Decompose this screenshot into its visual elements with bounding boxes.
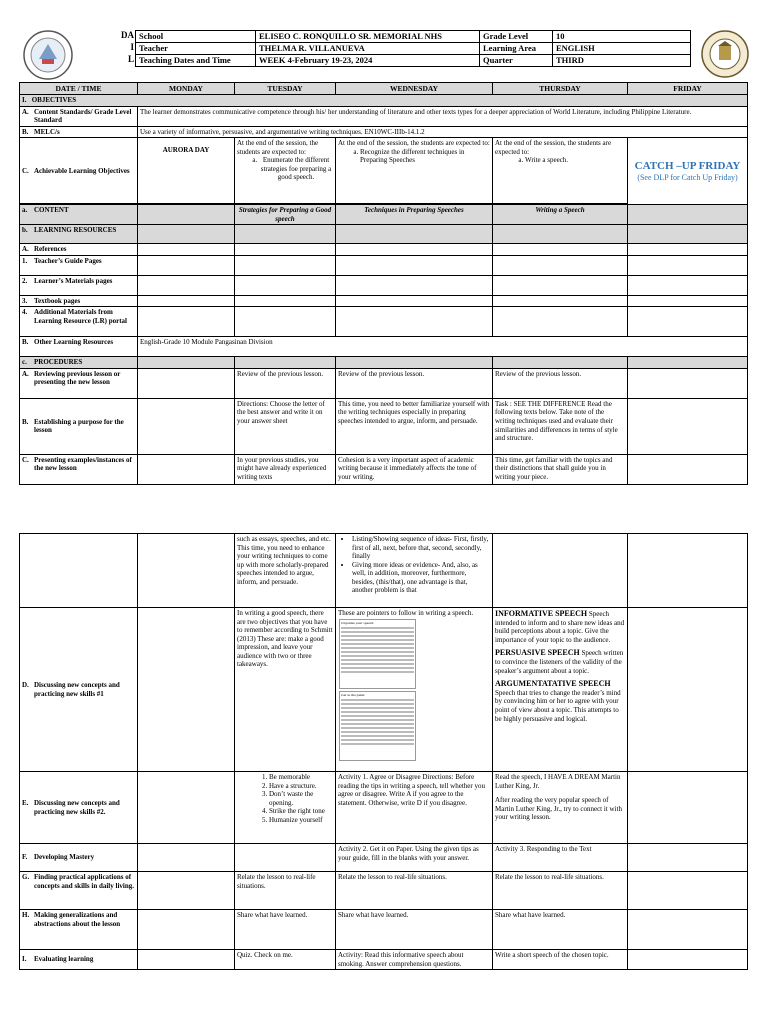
col-tuesday: TUESDAY — [235, 83, 336, 95]
speech-type-title: ARGUMENTATATIVE SPEECH — [495, 679, 611, 689]
image-title: Organize your speech — [341, 620, 374, 625]
row-other-resources — [20, 337, 748, 357]
header-value: THIRD — [553, 55, 691, 67]
tuesday-generalize: Share what have learned. — [235, 910, 336, 950]
row-label: Content Standards/ Grade Level Standard — [34, 107, 132, 125]
row-label: Reviewing previous lesson or presenting the new lesson — [34, 369, 121, 387]
objective-intro: At the end of the session, the students are expected to: — [237, 139, 319, 156]
row-label: MELC/s — [34, 127, 60, 136]
list-item: • Listing/Showing sequence of ideas- First, firstly, first of all, next, before that, second, secondly, finally — [352, 535, 490, 561]
header-fragment: DA — [121, 30, 134, 40]
catch-up-title: CATCH –UP FRIDAY — [634, 159, 741, 172]
friday-content — [628, 205, 748, 225]
speech-tips-image-1 — [339, 619, 416, 689]
row-label: Making generalizations and abstractions about the lesson — [34, 911, 121, 928]
row-achievable-objectives — [20, 138, 748, 204]
objective-item: a. Write a speech. — [525, 156, 625, 165]
row-label: Discussing new concepts and practicing new skills #1 — [34, 680, 120, 698]
thursday-review: Review of the previous lesson. — [493, 368, 628, 398]
row-num: F. — [22, 853, 28, 862]
wednesday-establish: This time, you need to better familiarize yourself with the writing techniques especially in preparing speeches intended to argue, inform, and persuade. — [336, 398, 493, 454]
row-references — [20, 244, 748, 256]
row-presenting — [20, 454, 748, 484]
row-label: CONTENT — [34, 206, 69, 215]
pointers-intro: These are pointers to follow in writing a speech. — [338, 609, 474, 617]
header-value: 10 — [553, 31, 691, 43]
row-reviewing — [20, 368, 748, 398]
list-item: • Giving more ideas or evidence- And, also, as well, in addition, moreover, furthermore, besides, (this/that), one advantage is that, another problem is that — [352, 561, 490, 595]
objective-item: a. Recognize the different techniques in Preparing Speeches — [360, 148, 490, 165]
speech-type-block — [495, 648, 625, 675]
row-label-cell — [20, 106, 138, 126]
row-num: E. — [22, 798, 29, 807]
speech-type-block — [495, 609, 625, 644]
content-standards-value: The learner demonstrates communicative competence through his/ her understanding of literature and other texts types for a deeper appreciation of World Literature, including Philippine Literature. — [138, 106, 748, 126]
speech-tips-image-2 — [339, 691, 416, 761]
header-table — [135, 30, 691, 67]
row-num: G. — [22, 873, 30, 881]
speech-type-text: Speech intended to inform and to share new ideas and build perceptions about a topic. Give the importance of your topic to the audience. — [495, 610, 625, 644]
row-label-cell — [20, 368, 138, 398]
row-num: H. — [22, 911, 30, 919]
row-label-cell — [20, 950, 138, 970]
row-label: Establishing a purpose for the lesson — [34, 417, 124, 435]
header-label: Teacher — [136, 43, 256, 55]
row-melc — [20, 126, 748, 138]
tuesday-presenting-cont: such as essays, speeches, and etc. This time, you need to enhance your writing techniques to come up with more scholarly-prepared speeches intended to argue, inform, and persuade. — [235, 534, 336, 608]
thursday-connect: After reading the very popular speech of Martin Luther King, Jr., try to connect it with your writing lesson. — [495, 796, 622, 822]
melc-value: Use a variety of informative, persuasive, and argumentative writing techniques. EN10WC-IIIb-14.1.2 — [138, 126, 748, 138]
row-num: I. — [22, 955, 27, 964]
objective-item: a. Enumerate the different strategies foe preparing a good speech. — [259, 156, 333, 182]
row-label-cell — [20, 772, 138, 844]
row-num: B. — [22, 417, 29, 426]
speech-type-title: INFORMATIVE SPEECH — [495, 609, 588, 618]
header-value: THELMA R. VILLANUEVA — [256, 43, 480, 55]
col-monday: MONDAY — [138, 83, 235, 95]
school-seal-icon — [700, 29, 750, 79]
row-label: References — [34, 245, 67, 254]
row-generalizations — [20, 910, 748, 950]
tuesday-establish: Directions: Choose the letter of the best answer and write it on your answer sheet — [235, 398, 336, 454]
wednesday-review: Review of the previous lesson. — [336, 368, 493, 398]
row-label: Other Learning Resources — [34, 338, 114, 347]
row-num: C. — [22, 166, 29, 175]
row-num: I. — [22, 96, 27, 105]
wednesday-generalize: Share what have learned. — [336, 910, 493, 950]
row-label: Evaluating learning — [34, 955, 94, 964]
row-additional-materials — [20, 307, 748, 337]
thursday-mastery: Activity 3. Responding to the Text — [493, 844, 628, 872]
row-num: A. — [22, 369, 29, 378]
speech-type-text: Speech written to convince the listeners of the validity of the speaker’s argument about a topic. — [495, 649, 624, 675]
row-teachers-guide — [20, 255, 748, 275]
header-fragment: I — [130, 42, 134, 52]
thursday-content: Writing a Speech — [493, 205, 628, 225]
row-label-cell — [20, 126, 138, 138]
tip-item: 2. Have a structure. — [269, 782, 333, 791]
row-num: 1. — [22, 256, 28, 265]
wednesday-presenting-cont — [336, 534, 493, 608]
row-num: b. — [22, 226, 28, 235]
tip-item: 4. Strike the right tone — [269, 807, 333, 816]
monday-content — [138, 205, 235, 225]
row-label: LEARNING RESOURCES — [34, 226, 117, 235]
tuesday-practical: Relate the lesson to real-life situations. — [235, 872, 336, 910]
row-label-cell — [20, 872, 138, 910]
row-label: Teacher’s Guide Pages — [34, 256, 102, 265]
row-label: Finding practical applications of concepts and skills in daily living. — [34, 873, 134, 890]
row-num: A. — [22, 245, 29, 254]
image-title: Get to the point. — [341, 692, 366, 697]
tuesday-content: Strategies for Preparing a Good speech — [235, 205, 336, 225]
row-label: Additional Materials from Learning Resource (LR) portal — [34, 308, 127, 325]
row-num: 3. — [22, 296, 28, 305]
row-label-cell — [20, 295, 138, 307]
row-label-cell — [20, 608, 138, 772]
header-fragment: L — [127, 54, 134, 64]
row-label: Textbook pages — [34, 296, 81, 305]
row-label-cell — [20, 398, 138, 454]
row-num: A. — [22, 107, 29, 116]
row-label-cell — [20, 910, 138, 950]
row-label-cell — [20, 244, 138, 256]
col-wednesday: WEDNESDAY — [336, 83, 493, 95]
header-value: ENGLISH — [553, 43, 691, 55]
objective-intro: At the end of the session, the students are expected to: — [338, 139, 490, 148]
row-num: B. — [22, 338, 29, 347]
header-label: Teaching Dates and Time — [136, 55, 256, 67]
wednesday-presenting: Cohesion is a very important aspect of academic writing because it immediately affects the tone of your writing. — [336, 454, 493, 484]
row-label: Discussing new concepts and practicing new skills #2. — [34, 798, 120, 816]
header-label: Quarter — [480, 55, 553, 67]
row-label-cell — [20, 225, 138, 244]
thursday-objective — [493, 138, 628, 204]
tip-item: 1. Be memorable — [269, 773, 333, 782]
wednesday-mastery: Activity 2. Get it on Paper. Using the given tips as your guide, fill in the blanks with your answer. — [336, 844, 493, 872]
row-num: a. — [22, 206, 28, 215]
objectives-heading — [20, 95, 748, 107]
tuesday-review: Review of the previous lesson. — [235, 368, 336, 398]
row-establishing — [20, 398, 748, 454]
row-label-cell — [20, 205, 138, 225]
speech-type-title: PERSUASIVE SPEECH — [495, 648, 580, 658]
tuesday-discussing-2 — [235, 772, 336, 844]
row-label: Developing Mastery — [34, 853, 95, 862]
row-practical-applications — [20, 872, 748, 910]
row-learning-resources — [20, 225, 748, 244]
wednesday-practical: Relate the lesson to real-life situations. — [336, 872, 493, 910]
header-value: WEEK 4-February 19-23, 2024 — [256, 55, 480, 67]
lesson-plan-table-2 — [19, 533, 748, 970]
speech-type-text: Speech that tries to change the reader’s mind by convincing him or her to agree with your point of view about a topic. This attempts to be highly persuasive and logical. — [495, 688, 621, 723]
row-label: Achievable Learning Objectives — [34, 166, 130, 175]
col-thursday: THURSDAY — [493, 83, 628, 95]
tuesday-discussing-1: In writing a good speech, there are two objectives that you have to remember according to Schmitt (2013) These are: make a good impression, and leave your audience with two or three takeaways. — [235, 608, 336, 772]
row-label-cell — [20, 337, 138, 357]
thursday-discussing-1 — [493, 608, 628, 772]
row-label-cell — [20, 255, 138, 275]
row-num: C. — [22, 455, 29, 464]
row-num: B. — [22, 127, 29, 136]
row-presenting-continued — [20, 534, 748, 608]
row-label-cell — [20, 357, 138, 369]
monday-aurora-day: AURORA DAY — [138, 138, 235, 204]
row-num: D. — [22, 680, 29, 689]
row-label-cell — [20, 307, 138, 337]
row-procedures — [20, 357, 748, 369]
row-evaluating — [20, 950, 748, 970]
wednesday-evaluate: Activity: Read this informative speech about smoking. Answer comprehension questions. — [336, 950, 493, 970]
row-label: Presenting examples/instances of the new lesson — [34, 455, 132, 473]
header-label: Grade Level — [480, 31, 553, 43]
row-label: OBJECTIVES — [31, 96, 77, 105]
col-friday: FRIDAY — [628, 83, 748, 95]
tuesday-objective — [235, 138, 336, 204]
row-objectives — [20, 95, 748, 107]
col-date-time: DATE / TIME — [20, 83, 138, 95]
row-label-cell — [20, 454, 138, 484]
header-left-fragments — [108, 29, 134, 65]
deped-logo — [22, 29, 74, 86]
wednesday-content: Techniques in Preparing Speeches — [336, 205, 493, 225]
deped-seal-icon — [22, 29, 74, 81]
speech-type-block — [495, 679, 625, 723]
tuesday-evaluate: Quiz. Check on me. — [235, 950, 336, 970]
wednesday-objective — [336, 138, 493, 204]
tuesday-presenting: In your previous studies, you might have already experienced writing texts — [235, 454, 336, 484]
row-num: c. — [22, 358, 27, 367]
header-row-school — [136, 31, 691, 43]
row-content-standards — [20, 106, 748, 126]
row-discussing-1 — [20, 608, 748, 772]
friday-catch-up — [628, 138, 748, 205]
lesson-plan-table-1 — [19, 82, 748, 485]
header-label: Learning Area — [480, 43, 553, 55]
row-content — [20, 205, 748, 225]
thursday-discussing-2 — [493, 772, 628, 844]
header-row-teacher — [136, 43, 691, 55]
header-label: School — [136, 31, 256, 43]
header-value: ELISEO C. RONQUILLO SR. MEMORIAL NHS — [256, 31, 480, 43]
school-logo — [700, 29, 750, 84]
other-resources-value: English-Grade 10 Module Pangasinan Division — [138, 337, 748, 357]
thursday-read-speech: Read the speech, I HAVE A DREAM Martin Luther King, Jr. — [495, 773, 621, 790]
thursday-establish: Task : SEE THE DIFFERENCE Read the following texts below. Take note of the writing techniques used and evaluate their similarities and differences in terms of style and structure. — [493, 398, 628, 454]
column-header-row — [20, 83, 748, 95]
row-label-cell — [20, 138, 138, 204]
row-discussing-2 — [20, 772, 748, 844]
thursday-practical: Relate the lesson to real-life situations. — [493, 872, 628, 910]
wednesday-discussing-2: Activity 1. Agree or Disagree Directions: Before reading the tips in writing a speech, tell whether you agree or disagree. Write A if you agree to the statement. Otherwise, write D if you disagree. — [336, 772, 493, 844]
wednesday-discussing-1 — [336, 608, 493, 772]
catch-up-subtitle: (See DLP for Catch Up Friday) — [637, 173, 738, 183]
row-label-cell — [20, 844, 138, 872]
thursday-evaluate: Write a short speech of the chosen topic. — [493, 950, 628, 970]
row-label: Learner’s Materials pages — [34, 276, 113, 285]
tip-item: 3. Don’t waste the opening. — [269, 790, 333, 807]
header-row-dates — [136, 55, 691, 67]
row-textbook — [20, 295, 748, 307]
objective-intro: At the end of the session, the students are expected to: — [495, 139, 612, 156]
row-learners-materials — [20, 275, 748, 295]
row-developing-mastery — [20, 844, 748, 872]
thursday-presenting: This time, get familiar with the topics and their distinctions that shall guide you in writing your piece. — [493, 454, 628, 484]
thursday-generalize: Share what have learned. — [493, 910, 628, 950]
row-num: 4. — [22, 308, 28, 317]
tip-item: 5. Humanize yourself — [269, 816, 333, 825]
row-label: PROCEDURES — [34, 358, 83, 367]
row-label-cell — [20, 275, 138, 295]
row-num: 2. — [22, 276, 28, 285]
